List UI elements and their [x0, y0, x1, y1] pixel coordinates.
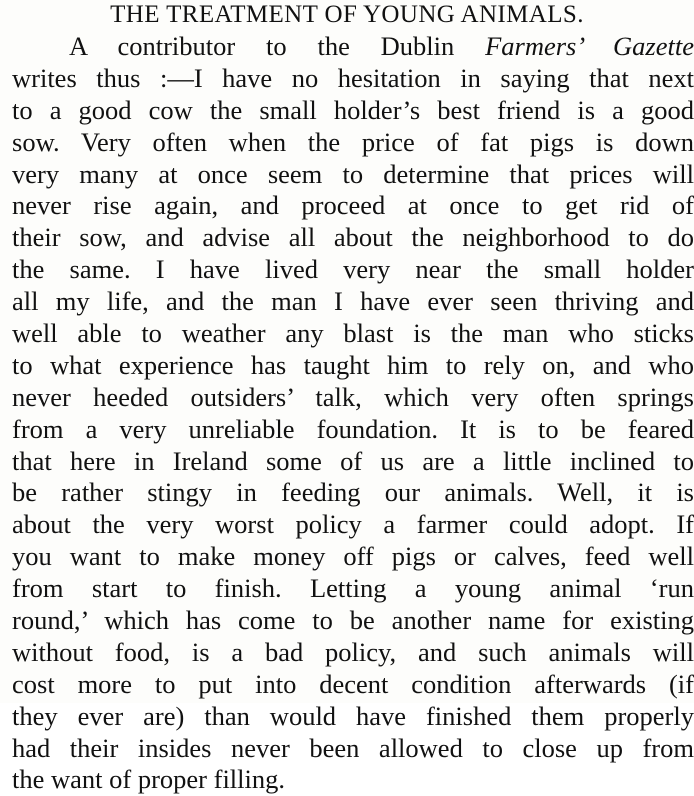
article-line-12: never heeded outsiders’ talk, which very often springs	[12, 381, 694, 412]
article-line-16: about the very worst policy a farmer could adopt. If	[12, 509, 694, 540]
article-line-23: had their insides never been allowed to close up from	[12, 732, 694, 763]
article-line-1	[12, 31, 694, 63]
article-line-15: be rather stingy in feeding our animals. Well, it is	[12, 477, 694, 508]
article-line-13: from a very unreliable foundation. It is to be feared	[12, 413, 694, 444]
article-line-22: they ever are) than would have finished them properly	[12, 700, 694, 731]
article-line-6: never rise again, and proceed at once to get rid of	[12, 190, 694, 221]
article-line-8: the same. I have lived very near the small holder	[12, 254, 694, 285]
article-line-10: well able to weather any blast is the man who sticks	[12, 318, 694, 349]
article-line-2: writes thus :—I have no hesitation in saying that next	[12, 62, 694, 93]
article-line-18: from start to finish. Letting a young animal ‘run	[12, 573, 694, 604]
article-line-14: that here in Ireland some of us are a little inclined to	[12, 445, 694, 476]
article-title: THE TREATMENT OF YOUNG ANIMALS.	[110, 1, 584, 28]
article-line-21: cost more to put into decent condition afterwards (if	[12, 668, 694, 699]
article-line-20: without food, is a bad policy, and such animals will	[12, 636, 694, 667]
article-body	[12, 31, 694, 796]
article-line-11: to what experience has taught him to rely on, and who	[12, 349, 694, 380]
article-line-7: their sow, and advise all about the neighborhood to do	[12, 222, 694, 253]
article-line-1-text: A contributor to the Dublin	[69, 31, 486, 61]
article-line-5: very many at once seem to determine that prices will	[12, 158, 694, 189]
article-line-3: to a good cow the small holder’s best friend is a good	[12, 94, 694, 125]
article-line-9: all my life, and the man I have ever seen thriving and	[12, 286, 694, 317]
publication-name: Farmers’ Gazette	[485, 31, 694, 61]
article-line-19: round,’ which has come to be another name for existing	[12, 605, 694, 636]
article-line-17: you want to make money off pigs or calves, feed well	[12, 541, 694, 572]
article-line-4: sow. Very often when the price of fat pigs is down	[12, 126, 694, 157]
article-line-24: the want of proper filling.	[12, 764, 286, 795]
